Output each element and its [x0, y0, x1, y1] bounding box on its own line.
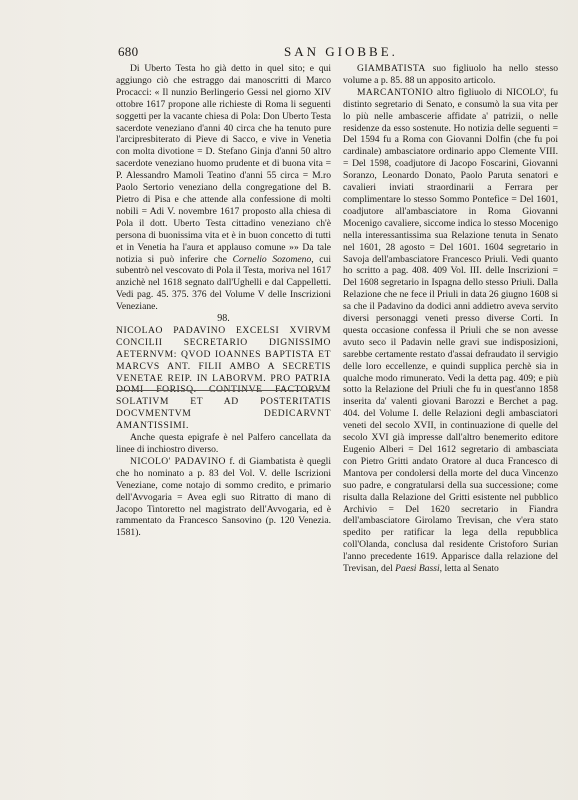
- paragraph-nicolo: [116, 456, 331, 539]
- name-caps: MARCANTONIO: [357, 86, 434, 98]
- right-column: [343, 63, 558, 575]
- latin-epigraph: NICOLAO PADAVINO EXCELSI XVIRVM CONCILII SECRETARIO DIGNISSIMO AETERNVM: QVOD IOANNES BAPTISTA ET MARCVS ANT. FILII AMBO A SECRETIS VENETAE REIP. IN LABORVM. PRO PATRIA DOMI FORISQ. CONTINVE FACTORVM SOLATIVM ET AD POSTERITATIS DOCVMENTVM DEDICARVNT AMANTISSIMI.: [116, 324, 331, 432]
- section-divider: [116, 390, 329, 391]
- page-header: [114, 44, 554, 60]
- paragraph-text: f. di Giambatista è quegli che ho nominato a p. 83 del Vol. V. delle Iscrizioni Veneziane, come notajo di sommo credito, e primario dell'Avvogaria = Avea egli suo Ritratto di mano di Jacopo Tintoretto nel magistrato dell'Avvogaria, ed è rammentato da Francesco Sansovino (p. 120 Venezia. 1581).: [116, 455, 331, 539]
- page-number: 680: [118, 44, 139, 59]
- paragraph-marcantonio: [343, 87, 558, 575]
- section-number: 98.: [217, 313, 230, 325]
- italic-name: Cornelio Sozomeno: [232, 253, 312, 265]
- paragraph-palfero: Anche questa epigrafe è nel Palfero cancellata da linee di inchiostro diverso.: [116, 432, 331, 455]
- name-caps: NICOLO' PADAVINO: [130, 455, 226, 467]
- paragraph-text: suo figliuolo ha nello stesso volume a p. 85. 88 un apposito articolo.: [343, 63, 558, 86]
- left-column: [116, 63, 331, 539]
- paragraph-testa: [116, 63, 331, 313]
- paragraph-text-tail: , cui subentrò nel vescovato di Pola il Testa, moriva nel 1617 anzichè nel 1618 segnato dall'Ughelli e dal Cappelletti. Vedi pag. 45. 375. 376 del Volume V delle Inscrizioni Veneziane.: [116, 253, 331, 313]
- italic-title: Paesi Bassi: [395, 563, 440, 575]
- paragraph-giambatista: [343, 63, 558, 87]
- paragraph-text-tail: , letta al Senato: [439, 563, 499, 575]
- paragraph-text: Di Uberto Testa ho già detto in quel sito; e qui aggiungo ciò che estraggo dai manoscritti di Marco Procacci: « Il nunzio Berlingerio Gessi nel giorno XIV ottobre 1617 propone alle richieste di Roma li seguenti soggetti per la vacante chiesa di Pola: Don Uberto Testa sacerdote veneziano d'anni 40 circa che ha tenuto pure l'arcipresbiterato di Pieve di Sacco, e vive in Venetia con molta divotione = D. Stefano Ginja d'anni 50 altro sacerdote veneziano huomo prudente et di buona vita = P. Alessandro Mamoli Teatino d'anni 55 circa = M.ro Paolo Sertorio veneziano della congregatione del B. Pietro di Pisa e che attende alla confessione di molti nobili = Adi V. novembre 1617 proposto alla chiesa di Pola il dott. Uberto Testa cittadino veneziano ch'è persona di buonissima vita et è in buon concetto di tutti et in Venetia ha l'aura et applauso comune »» Da tale notizia si può inferire che: [116, 63, 331, 265]
- paragraph-text: altro figliuolo di NICOLO', fu distinto segretario di Senato, e consumò la sua vita per lo più nelle ambascerie affidate a' patrizii, o nelle residenze da esso sostenute. Ho notizia delle seguenti = Del 1594 fu a Roma con Giovanni Dolfin (che fu poi cardinale) ambasciatore ordinario appo Clemente VIII. = Del 1598, coadjutore di Jacopo Foscarini, Giovanni Soranzo, Leonardo Donato, Paolo Paruta senatori e cavalieri inviati straordinarii a Ferrara per complimentare lo stesso Sommo Pontefice = Del 1601, coadjutore all'ambasciatore in Roma Giovanni Mocenigo cavaliere, siccome indica lo stesso Mocenigo nella interessantissima sua Relazione tenuta in Senato nel 1601, 28 agosto = Del 1601. 1604 segretario in Savoja dell'ambasciatore Francesco Priuli. Vedi quanto ho scritto a pag. 408. 409 Vol. III. delle Inscrizioni = Del 1608 segretario in Ispagna dello stesso Priuli. Dalla Relazione che ne fece il Priuli in data 26 giugno 1608 si sa che il Padavino da dodici anni addietro aveva servito diversi personaggi veneti presso diverse Corti. In questa occasione confessa il Priuli che se non avesse avuto seco il Padavin nelle gravi sue indisposizioni, sarebbe certamente restato d'assai defraudato il servigio delle loro eccellenze, e quindi supplica perchè sia in qualche modo rimunerato. Vedi la detta pag. 409; e più sotto la Relazione del Priuli che fu in quest'anno 1858 inserita da' valenti giovani Barozzi e Berchet a pag. 404. del Volume I. delle Relazioni degli ambasciatori veneti del secolo XVII, in continuazione di quelle del secolo XVI già impresse dall'altro benemerito editore Eugenio Alberi = Del 1612 segretario di ambasciata con Pietro Gritti andato Oratore al duca Francesco di Mantova per condolersi della morte del duca Vincenzo suo padre, e congratularsi della sua successione; come risulta dalla Relazione del Gritti esistente nel pubblico Archivio = Del 1620 secretario in Fiandra dell'ambasciatore Girolamo Trevisan, che v'era stato spedito per ratificar la lega della repubblica coll'Olanda, conclusa dal residente Cristoforo Surian l'anno precedente 1619. Apparisce dalla relazione del Trevisan, del: [343, 86, 559, 575]
- running-title: SAN GIOBBE.: [284, 44, 398, 59]
- name-caps: GIAMBATISTA: [357, 63, 426, 74]
